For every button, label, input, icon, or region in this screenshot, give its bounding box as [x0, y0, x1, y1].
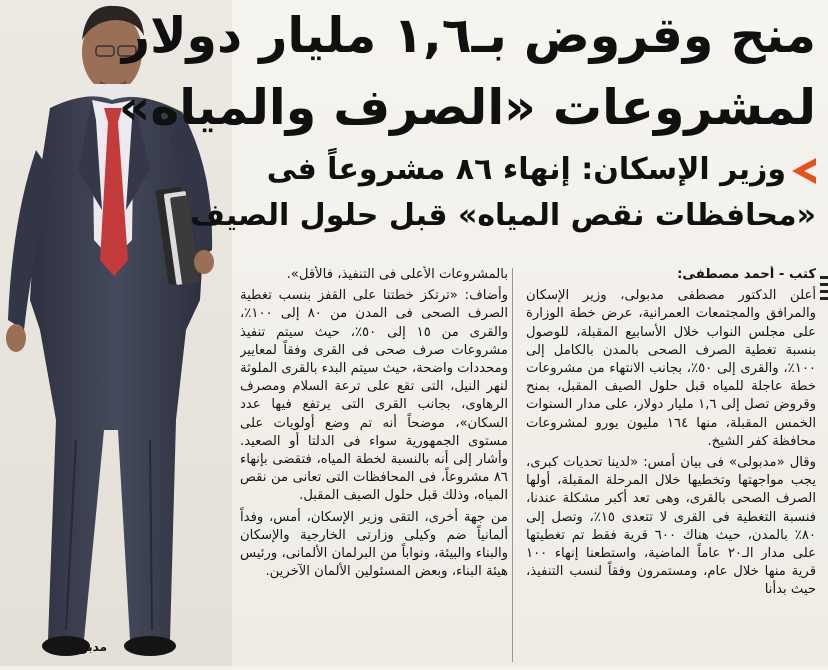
article-column-left [240, 266, 508, 664]
photo-caption: مدبولى [64, 640, 108, 654]
article-paragraph: أعلن الدكتور مصطفى مدبولى، وزير الإسكان والمرافق والمجتمعات العمرانية، عرض خطة الوزارة على مجلس النواب خلال الأسابيع المقبلة، للوصول بنسبة تغطية الصرف الصحى بالمدن بالكامل إلى ١٠٠٪، والقرى إلى ٥٠٪، بجانب الانتهاء من مشروعات خطة عاجلة للمياه قبل حلول الصيف المقبل، بمنح وقروض تصل إلى ١,٦ مليار دولار، على مدار السنوات الخمس المقبلة، منها ١٦٤ مليون يورو لمشروعات محافظة كفر الشيخ. [526, 288, 816, 449]
page-edge-marks [820, 272, 828, 312]
article-paragraph: وأضاف: «ترتكز خطتنا على القفز بنسب تغطية الصرف الصحى فى المدن من ٨٠ إلى ١٠٠٪، والقرى من ١٥ إلى ٥٠٪، حيث سيتم تنفيذ مشروعات صرف صحى فى القرى وفقاً لمعايير ومحددات واضحة، حيث سيتم البدء بالقرى الملوثة لنهر النيل، التى تقع على ترعة السلام ومصرف الرهاوى، بجانب القرى التى يرتفع فيها عدد السكان»، موضحاً أنه تم وضع أولويات على مستوى الجمهورية سواء فى الدلتا أو الصعيد. وأشار إلى أنه بالنسبة لخطة المياه، فتقضى بإنهاء ٨٦ مشروعاً، فى المحافظات التى تعانى من نقص المياه، وذلك قبل حلول الصيف المقبل. [240, 288, 508, 504]
headline-line-2: لمشروعات «الصرف والمياه» [118, 79, 816, 136]
article-byline: كتب - أحمد مصطفى: [677, 267, 816, 282]
subheadline-line-1: وزير الإسكان: إنهاء ٨٦ مشروعاً فى [266, 152, 786, 187]
subheadline-line-2: «محافظات نقص المياه» قبل حلول الصيف [190, 198, 816, 233]
article-paragraph: من جهة أخرى، التقى وزير الإسكان، أمس، وفداً ألمانياً ضم وكيلى وزارتى الخارجية والإسكان والبناء والبيئة، ونواباً من البرلمان الألمانى، ورئيس هيئة البناء، وبعض المسئولين الألمان الآخرين. [240, 509, 508, 580]
article-paragraph: بالمشروعات الأعلى فى التنفيذ، فالأقل». [286, 267, 508, 282]
article-paragraph: وقال «مدبولى» فى بيان أمس: «لدينا تحديات كبرى، يجب مواجهتها وتخطيها خلال المرحلة المقبلة، أولها الصرف الصحى بالقرى، وهى تعد أكبر مشكلة عندنا، فنسبة التغطية فى القرى لا تتعدى ١٥٪، وتصل إلى ٨٠٪ بالمدن، حيث هناك ٦٠٠ قرية فقط تم تغطيتها على مدار الـ٢٠ عاماً الماضية، واستطعنا إنهاء ١٠٠ قرية منها خلال عام، ومستمرون وفقاً لنسب التنفيذ، حيث بدأنا [526, 455, 816, 598]
article-column-right [526, 266, 816, 664]
column-divider [512, 268, 513, 662]
headline-line-1: منح وقروض بـ١,٦ مليار دولار [121, 7, 816, 64]
subheadline-marker-icon [792, 158, 816, 184]
